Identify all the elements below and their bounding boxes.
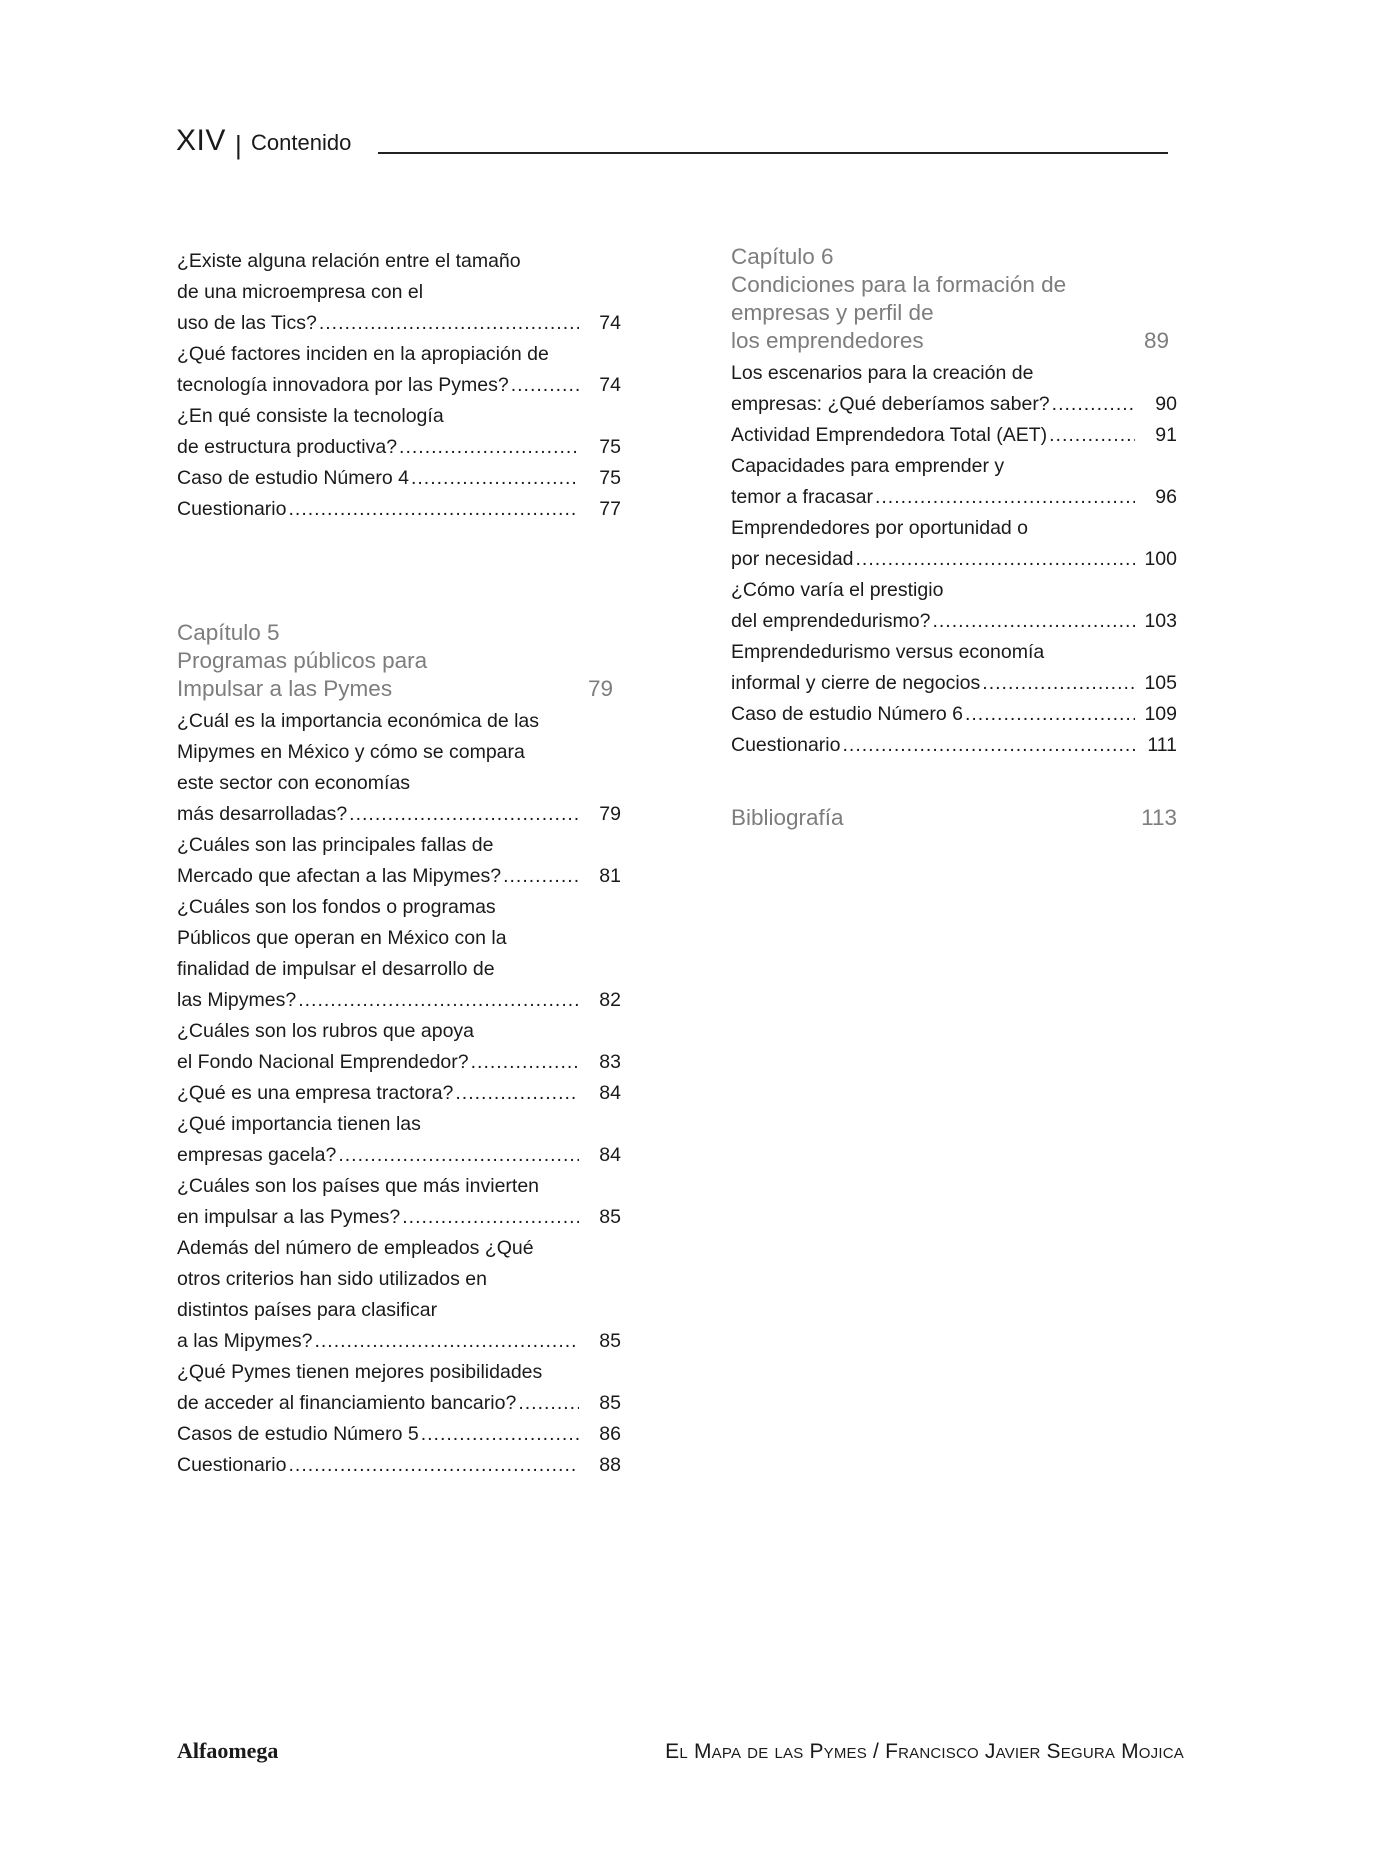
toc-entry-line: Emprendedores por oportunidad o — [731, 517, 1029, 539]
toc-entry-final-line — [731, 389, 1177, 420]
running-footer — [177, 1738, 1184, 1768]
toc-entry-final-line — [177, 370, 621, 401]
toc-entry-final-line — [177, 463, 621, 494]
toc-entry-line: ¿Cómo varía el prestigio — [731, 579, 944, 601]
toc-page-number: 111 — [1147, 734, 1177, 756]
toc-page-number: 75 — [599, 467, 621, 489]
toc-entry[interactable] — [731, 637, 1177, 699]
toc-entry[interactable] — [731, 513, 1177, 575]
toc-entry-text: las Mipymes? — [177, 989, 297, 1011]
toc-entry-line: de una microempresa con el — [177, 281, 424, 303]
toc-entry-text: empresas: ¿Qué deberíamos saber? — [731, 393, 1050, 415]
section-title: Contenido — [251, 130, 352, 155]
toc-page-number: 74 — [599, 374, 621, 396]
chapter-5-heading — [177, 619, 621, 703]
toc-entry[interactable] — [177, 494, 621, 525]
chapter-heading[interactable] — [731, 243, 1177, 355]
toc-entry[interactable] — [177, 830, 621, 892]
toc-page-number: 85 — [599, 1392, 621, 1414]
toc-entry-line: este sector con economías — [177, 772, 411, 794]
page-number: XIV — [176, 124, 226, 157]
dot-leader — [349, 799, 579, 830]
toc-page-number: 85 — [599, 1206, 621, 1228]
dot-leader — [982, 668, 1135, 699]
dot-leader — [314, 1326, 579, 1357]
toc-entry-line: ¿En qué consiste la tecnología — [177, 405, 444, 427]
book-title-author: El Mapa de las Pymes / Francisco Javier Segura Mojica — [665, 1740, 1184, 1763]
toc-entry-line: otros criterios han sido utilizados en — [177, 1268, 487, 1290]
toc-entry-text: temor a fracasar — [731, 486, 873, 508]
toc-page-number: 91 — [1155, 424, 1177, 446]
toc-page-number: 83 — [599, 1051, 621, 1073]
toc-entry[interactable] — [177, 1233, 621, 1357]
toc-entry-line: finalidad de impulsar el desarrollo de — [177, 958, 495, 980]
toc-entry-text: por necesidad — [731, 548, 854, 570]
dot-leader — [1052, 389, 1135, 420]
toc-entry-text: Cuestionario — [731, 734, 841, 756]
toc-entry-text: a las Mipymes? — [177, 1330, 313, 1352]
toc-entry-text: en impulsar a las Pymes? — [177, 1206, 401, 1228]
toc-page-number: 84 — [599, 1144, 621, 1166]
chapter-page-number: 89 — [1143, 328, 1169, 353]
toc-entry-line: ¿Cuáles son los países que más invierten — [177, 1175, 540, 1197]
publisher-name: Alfaomega — [177, 1738, 279, 1763]
bibliography-label: Bibliografía — [731, 805, 844, 830]
toc-entry-final-line — [177, 1140, 621, 1171]
toc-entry-final-line — [177, 308, 621, 339]
toc-entry-line: Los escenarios para la creación de — [731, 362, 1034, 384]
dot-leader — [856, 544, 1135, 575]
toc-entry-final-line — [731, 482, 1177, 513]
chapter-title-line: Condiciones para la formación de — [731, 272, 1067, 297]
toc-page-number: 90 — [1155, 393, 1177, 415]
toc-entry-line: ¿Cuál es la importancia económica de las — [177, 710, 540, 732]
toc-page-number: 88 — [599, 1454, 621, 1476]
toc-entry[interactable] — [177, 1078, 621, 1109]
dot-leader — [288, 494, 579, 525]
toc-entry-text: de acceder al financiamiento bancario? — [177, 1392, 517, 1414]
chapter-label: Capítulo 6 — [731, 244, 834, 269]
dot-leader — [932, 606, 1135, 637]
toc-entry-text: tecnología innovadora por las Pymes? — [177, 374, 509, 396]
toc-entry[interactable] — [177, 401, 621, 463]
toc-entries-chapter-5 — [177, 706, 621, 1481]
toc-entry[interactable] — [731, 730, 1177, 761]
toc-entry-line: Emprendedurismo versus economía — [731, 641, 1045, 663]
toc-entry-final-line — [177, 1450, 621, 1481]
toc-entry-final-line — [177, 1078, 621, 1109]
toc-entry-text: Caso de estudio Número 6 — [731, 703, 963, 725]
toc-right-column — [731, 243, 1177, 831]
toc-entry[interactable] — [177, 246, 621, 339]
dot-leader — [421, 1419, 579, 1450]
dot-leader — [511, 370, 579, 401]
toc-entry-line: Mipymes en México y cómo se compara — [177, 741, 525, 763]
dot-leader — [455, 1078, 579, 1109]
toc-page-number: 82 — [599, 989, 621, 1011]
dot-leader — [338, 1140, 579, 1171]
dot-leader — [518, 1388, 579, 1419]
running-header — [176, 124, 1168, 164]
dot-leader — [319, 308, 579, 339]
dot-leader — [1049, 420, 1135, 451]
dot-leader — [411, 463, 579, 494]
chapter-6-heading — [731, 243, 1177, 355]
toc-left-column — [177, 246, 621, 1481]
toc-entry-line: ¿Cuáles son los fondos o programas — [177, 896, 496, 918]
toc-page-number: 84 — [599, 1082, 621, 1104]
toc-entry[interactable] — [731, 358, 1177, 420]
toc-page-number: 109 — [1144, 703, 1177, 725]
toc-entry-line: Capacidades para emprender y — [731, 455, 1005, 477]
toc-entries-chapter-4-continued — [177, 246, 621, 525]
toc-entry-text: Cuestionario — [177, 498, 287, 520]
dot-leader — [503, 861, 579, 892]
toc-entry-line: ¿Existe alguna relación entre el tamaño — [177, 250, 521, 272]
toc-entries-chapter-6 — [731, 358, 1177, 761]
dot-leader — [965, 699, 1135, 730]
toc-entry[interactable] — [177, 892, 621, 1016]
toc-entry-final-line — [731, 668, 1177, 699]
toc-entry-text: informal y cierre de negocios — [731, 672, 981, 694]
toc-entry[interactable] — [177, 1419, 621, 1450]
toc-entry[interactable] — [731, 451, 1177, 513]
toc-page-number: 96 — [1155, 486, 1177, 508]
toc-page-number: 77 — [599, 498, 621, 520]
toc-entry-text: de estructura productiva? — [177, 436, 398, 458]
chapter-title-line: Programas públicos para — [177, 648, 428, 673]
toc-entry[interactable] — [177, 1357, 621, 1419]
toc-entry[interactable] — [177, 1450, 621, 1481]
bibliography-page: 113 — [1141, 805, 1177, 830]
toc-entry-line: ¿Cuáles son los rubros que apoya — [177, 1020, 475, 1042]
chapter-title-text: los emprendedores — [731, 328, 924, 353]
toc-entry-final-line — [177, 1326, 621, 1357]
toc-entry-line: Públicos que operan en México con la — [177, 927, 507, 949]
header-separator: | — [235, 130, 242, 160]
toc-entry-text: Casos de estudio Número 5 — [177, 1423, 419, 1445]
toc-entry-text: Caso de estudio Número 4 — [177, 467, 409, 489]
toc-entry-final-line — [731, 730, 1177, 761]
dot-leader — [399, 432, 579, 463]
toc-page-number: 86 — [599, 1423, 621, 1445]
toc-entry-final-line — [177, 1047, 621, 1078]
toc-entry-line: ¿Cuáles son las principales fallas de — [177, 834, 494, 856]
toc-entry-text: Cuestionario — [177, 1454, 287, 1476]
chapter-label: Capítulo 5 — [177, 620, 280, 645]
toc-entry-text: del emprendedurismo? — [731, 610, 931, 632]
chapter-title-final-line — [177, 675, 621, 703]
toc-page-number: 85 — [599, 1330, 621, 1352]
toc-entry-final-line — [177, 1419, 621, 1450]
bibliography-entry[interactable] — [731, 805, 1177, 831]
toc-entry[interactable] — [177, 706, 621, 830]
toc-entry[interactable] — [731, 575, 1177, 637]
toc-page-number: 103 — [1144, 610, 1177, 632]
toc-page-number: 79 — [599, 803, 621, 825]
chapter-title-final-line — [731, 327, 1177, 355]
toc-entry[interactable] — [731, 699, 1177, 730]
dot-leader — [471, 1047, 579, 1078]
toc-entry[interactable] — [177, 339, 621, 401]
toc-entry-text: uso de las Tics? — [177, 312, 317, 334]
toc-page-number: 75 — [599, 436, 621, 458]
dot-leader — [402, 1202, 579, 1233]
toc-entry-text: Actividad Emprendedora Total (AET) — [731, 424, 1048, 446]
toc-entry-final-line — [177, 799, 621, 830]
toc-page-number: 100 — [1144, 548, 1177, 570]
toc-entry-final-line — [177, 432, 621, 463]
toc-entry[interactable] — [177, 463, 621, 494]
chapter-page-number: 79 — [587, 676, 613, 701]
chapter-heading[interactable] — [177, 619, 621, 703]
toc-page-number: 81 — [599, 865, 621, 887]
toc-entry-text: empresas gacela? — [177, 1144, 337, 1166]
dot-leader — [298, 985, 579, 1016]
toc-entry-final-line — [177, 1202, 621, 1233]
toc-entry[interactable] — [177, 1109, 621, 1171]
toc-entry-final-line — [177, 861, 621, 892]
dot-leader — [875, 482, 1135, 513]
toc-entry-text: más desarrolladas? — [177, 803, 348, 825]
dot-leader — [842, 730, 1135, 761]
toc-entry[interactable] — [177, 1016, 621, 1078]
toc-entry[interactable] — [731, 420, 1177, 451]
toc-entry-line: ¿Qué Pymes tienen mejores posibilidades — [177, 1361, 543, 1383]
toc-entry[interactable] — [177, 1171, 621, 1233]
toc-entry-text: ¿Qué es una empresa tractora? — [177, 1082, 454, 1104]
toc-page-number: 74 — [599, 312, 621, 334]
toc-entry-final-line — [177, 494, 621, 525]
toc-entry-line: ¿Qué factores inciden en la apropiación de — [177, 343, 549, 365]
toc-entry-text: el Fondo Nacional Emprendedor? — [177, 1051, 469, 1073]
toc-entry-final-line — [177, 1388, 621, 1419]
toc-entry-line: ¿Qué importancia tienen las — [177, 1113, 421, 1135]
toc-entry-final-line — [731, 699, 1177, 730]
header-rule — [378, 152, 1168, 154]
dot-leader — [288, 1450, 579, 1481]
toc-entry-final-line — [731, 606, 1177, 637]
toc-entry-text: Mercado que afectan a las Mipymes? — [177, 865, 502, 887]
toc-entry-final-line — [731, 420, 1177, 451]
toc-page-number: 105 — [1144, 672, 1177, 694]
chapter-title-line: empresas y perfil de — [731, 300, 934, 325]
toc-entry-final-line — [731, 544, 1177, 575]
chapter-title-text: Impulsar a las Pymes — [177, 676, 393, 701]
toc-entry-line: Además del número de empleados ¿Qué — [177, 1237, 534, 1259]
toc-entry-final-line — [177, 985, 621, 1016]
toc-entry-line: distintos países para clasificar — [177, 1299, 438, 1321]
